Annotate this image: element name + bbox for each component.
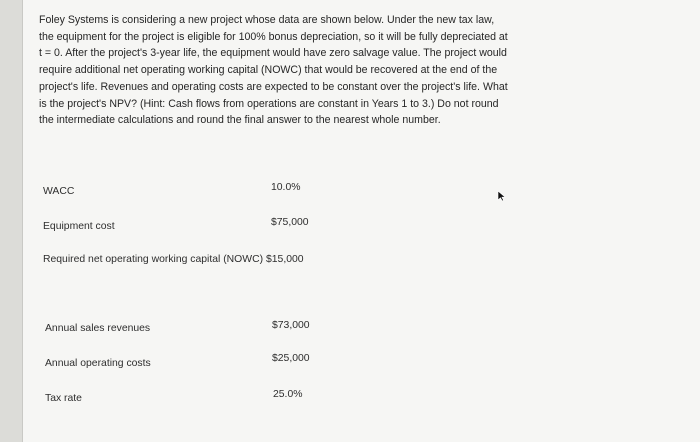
sales-value: $73,000 [272,320,310,331]
operating-costs-value: $25,000 [272,353,310,364]
tax-rate-value: 25.0% [273,389,303,400]
problem-sheet [22,0,700,442]
operating-costs-label: Annual operating costs [45,358,151,369]
equipment-cost-value: $75,000 [271,217,309,228]
nowc-label: Required net operating working capital (NOWC) [43,254,264,265]
question-text-block [39,12,509,129]
wacc-value: 10.0% [271,182,301,193]
mouse-pointer-icon [497,190,507,202]
question-paragraph: Foley Systems is considering a new project whose data are shown below. Under the new tax law, the equipment for the project is eligible for 100% bonus depreciation, so it will be fully depreciated at t = 0. After the project's 3-year life, the equipment would have zero salvage value. The project would require additional net operating working capital (NOWC) that would be recovered at the end of the project's life. Revenues and operating costs are expected to be constant over the project's life. What is the project's NPV? (Hint: Cash flows from operations are constant in Years 1 to 3.) Do not round the intermediate calculations and round the final answer to the nearest whole number. [39,14,508,127]
sales-label: Annual sales revenues [45,323,151,334]
equipment-cost-label: Equipment cost [43,221,115,232]
nowc-value: $15,000 [266,254,304,265]
wacc-label: WACC [43,186,75,197]
tax-rate-label: Tax rate [45,393,82,404]
